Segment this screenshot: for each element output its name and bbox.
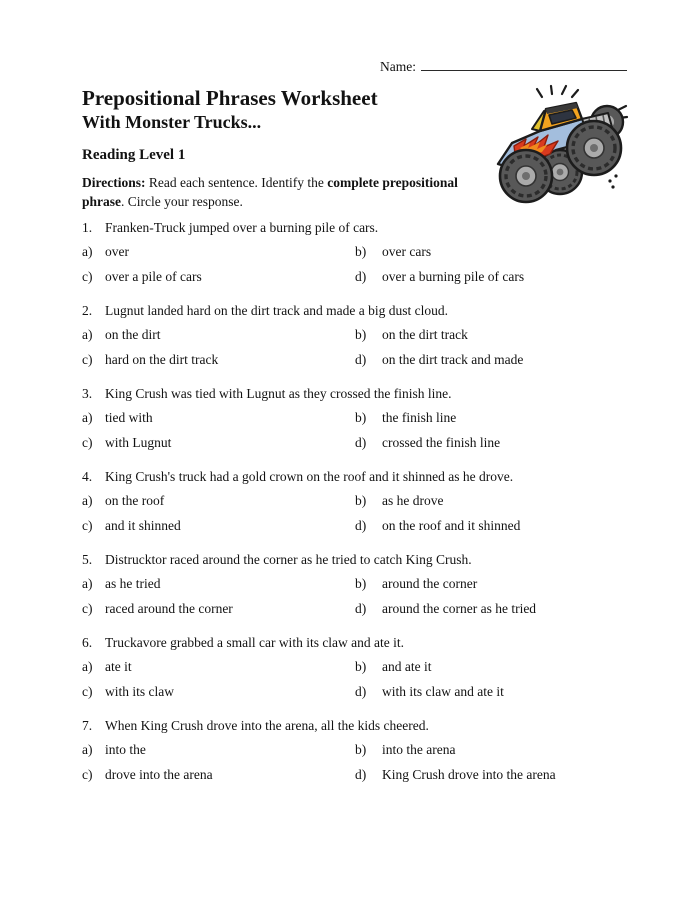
question-sentence: King Crush was tied with Lugnut as they crossed the finish line. xyxy=(105,386,452,401)
option-text: with its claw xyxy=(105,684,174,699)
question-number: 2. xyxy=(82,303,93,318)
question-sentence-row xyxy=(82,385,628,402)
option-d[interactable] xyxy=(355,600,628,617)
question-number: 7. xyxy=(82,718,93,733)
option-text: ate it xyxy=(105,659,132,674)
question-options xyxy=(82,492,628,534)
option-b[interactable] xyxy=(355,409,628,426)
option-text: into the xyxy=(105,742,146,757)
option-letter: c) xyxy=(82,269,93,284)
question-block xyxy=(82,385,628,451)
option-d[interactable] xyxy=(355,766,628,783)
question-sentence: Franken-Truck jumped over a burning pile of cars. xyxy=(105,220,379,235)
option-text: on the roof xyxy=(105,493,165,508)
option-b[interactable] xyxy=(355,243,628,260)
option-text: as he drove xyxy=(382,493,444,508)
question-sentence: When King Crush drove into the arena, all the kids cheered. xyxy=(105,718,429,733)
option-c[interactable] xyxy=(82,268,355,285)
option-letter: c) xyxy=(82,767,93,782)
option-text: over a burning pile of cars xyxy=(382,269,525,284)
option-letter: a) xyxy=(82,659,93,674)
option-letter: d) xyxy=(355,352,367,367)
option-c[interactable] xyxy=(82,434,355,451)
name-blank-line[interactable] xyxy=(421,57,627,71)
option-a[interactable] xyxy=(82,492,355,509)
option-text: around the corner as he tried xyxy=(382,601,537,616)
option-letter: c) xyxy=(82,601,93,616)
questions-list xyxy=(82,219,628,783)
option-letter: a) xyxy=(82,742,93,757)
option-text: on the dirt xyxy=(105,327,161,342)
reading-level: Reading Level 1 xyxy=(82,147,186,163)
option-text: as he tried xyxy=(105,576,161,591)
name-row xyxy=(380,57,627,75)
directions-bold-phrase: complete prepositional phrase xyxy=(82,175,458,209)
option-b[interactable] xyxy=(355,741,628,758)
option-c[interactable] xyxy=(82,351,355,368)
option-c[interactable] xyxy=(82,766,355,783)
option-c[interactable] xyxy=(82,517,355,534)
option-b[interactable] xyxy=(355,492,628,509)
option-text: with its claw and ate it xyxy=(382,684,504,699)
name-label: Name: xyxy=(380,59,416,74)
option-letter: b) xyxy=(355,410,367,425)
option-text: with Lugnut xyxy=(105,435,172,450)
option-text: crossed the finish line xyxy=(382,435,501,450)
question-block xyxy=(82,219,628,285)
question-block xyxy=(82,634,628,700)
option-letter: a) xyxy=(82,576,93,591)
option-letter: d) xyxy=(355,601,367,616)
option-a[interactable] xyxy=(82,409,355,426)
question-number: 6. xyxy=(82,635,93,650)
option-letter: c) xyxy=(82,684,93,699)
question-options xyxy=(82,409,628,451)
question-number: 3. xyxy=(82,386,93,401)
option-letter: b) xyxy=(355,493,367,508)
option-d[interactable] xyxy=(355,683,628,700)
option-b[interactable] xyxy=(355,326,628,343)
question-sentence: King Crush's truck had a gold crown on the roof and it shinned as he drove. xyxy=(105,469,514,484)
option-text: and it shinned xyxy=(105,518,181,533)
question-options xyxy=(82,658,628,700)
directions-text-2: . Circle your response. xyxy=(121,194,243,209)
question-sentence-row xyxy=(82,468,628,485)
option-letter: c) xyxy=(82,518,93,533)
option-letter: d) xyxy=(355,518,367,533)
option-c[interactable] xyxy=(82,600,355,617)
option-letter: c) xyxy=(82,352,93,367)
worksheet-title: Prepositional Phrases Worksheet xyxy=(82,86,378,110)
question-sentence-row xyxy=(82,302,628,319)
option-letter: b) xyxy=(355,327,367,342)
option-c[interactable] xyxy=(82,683,355,700)
worksheet-subtitle: With Monster Trucks... xyxy=(82,112,262,132)
option-d[interactable] xyxy=(355,268,628,285)
option-letter: a) xyxy=(82,493,93,508)
option-letter: c) xyxy=(82,435,93,450)
question-block xyxy=(82,551,628,617)
option-letter: d) xyxy=(355,435,367,450)
directions xyxy=(82,173,480,211)
question-options xyxy=(82,326,628,368)
option-text: the finish line xyxy=(382,410,457,425)
question-sentence: Truckavore grabbed a small car with its claw and ate it. xyxy=(105,635,405,650)
question-sentence-row xyxy=(82,717,628,734)
option-text: over xyxy=(105,244,129,259)
worksheet-content xyxy=(82,86,628,800)
option-a[interactable] xyxy=(82,575,355,592)
option-letter: d) xyxy=(355,269,367,284)
question-number: 5. xyxy=(82,552,93,567)
option-letter: a) xyxy=(82,327,93,342)
option-letter: b) xyxy=(355,576,367,591)
directions-text-1: Read each sentence. Identify the xyxy=(145,175,328,190)
option-text: King Crush drove into the arena xyxy=(382,767,556,782)
option-text: over cars xyxy=(382,244,432,259)
option-letter: b) xyxy=(355,659,367,674)
option-a[interactable] xyxy=(82,243,355,260)
option-text: on the dirt track xyxy=(382,327,468,342)
question-number: 1. xyxy=(82,220,93,235)
option-text: into the arena xyxy=(382,742,456,757)
directions-label: Directions: xyxy=(82,175,146,190)
question-sentence-row xyxy=(82,634,628,651)
question-block xyxy=(82,717,628,783)
option-letter: d) xyxy=(355,767,367,782)
question-options xyxy=(82,575,628,617)
option-text: drove into the arena xyxy=(105,767,213,782)
question-block xyxy=(82,468,628,534)
question-options xyxy=(82,243,628,285)
option-letter: d) xyxy=(355,684,367,699)
option-text: around the corner xyxy=(382,576,478,591)
option-b[interactable] xyxy=(355,575,628,592)
option-b[interactable] xyxy=(355,658,628,675)
question-sentence-row xyxy=(82,219,628,236)
question-number: 4. xyxy=(82,469,93,484)
option-text: over a pile of cars xyxy=(105,269,202,284)
option-d[interactable] xyxy=(355,434,628,451)
question-sentence: Distrucktor raced around the corner as he tried to catch King Crush. xyxy=(105,552,472,567)
option-text: raced around the corner xyxy=(105,601,233,616)
option-text: tied with xyxy=(105,410,153,425)
option-text: on the dirt track and made xyxy=(382,352,524,367)
option-a[interactable] xyxy=(82,326,355,343)
option-d[interactable] xyxy=(355,351,628,368)
option-letter: b) xyxy=(355,244,367,259)
option-d[interactable] xyxy=(355,517,628,534)
option-text: on the roof and it shinned xyxy=(382,518,521,533)
question-block xyxy=(82,302,628,368)
question-options xyxy=(82,741,628,783)
option-a[interactable] xyxy=(82,741,355,758)
option-a[interactable] xyxy=(82,658,355,675)
option-letter: a) xyxy=(82,244,93,259)
option-letter: a) xyxy=(82,410,93,425)
question-sentence-row xyxy=(82,551,628,568)
option-letter: b) xyxy=(355,742,367,757)
option-text: hard on the dirt track xyxy=(105,352,219,367)
question-sentence: Lugnut landed hard on the dirt track and made a big dust cloud. xyxy=(105,303,449,318)
option-text: and ate it xyxy=(382,659,432,674)
